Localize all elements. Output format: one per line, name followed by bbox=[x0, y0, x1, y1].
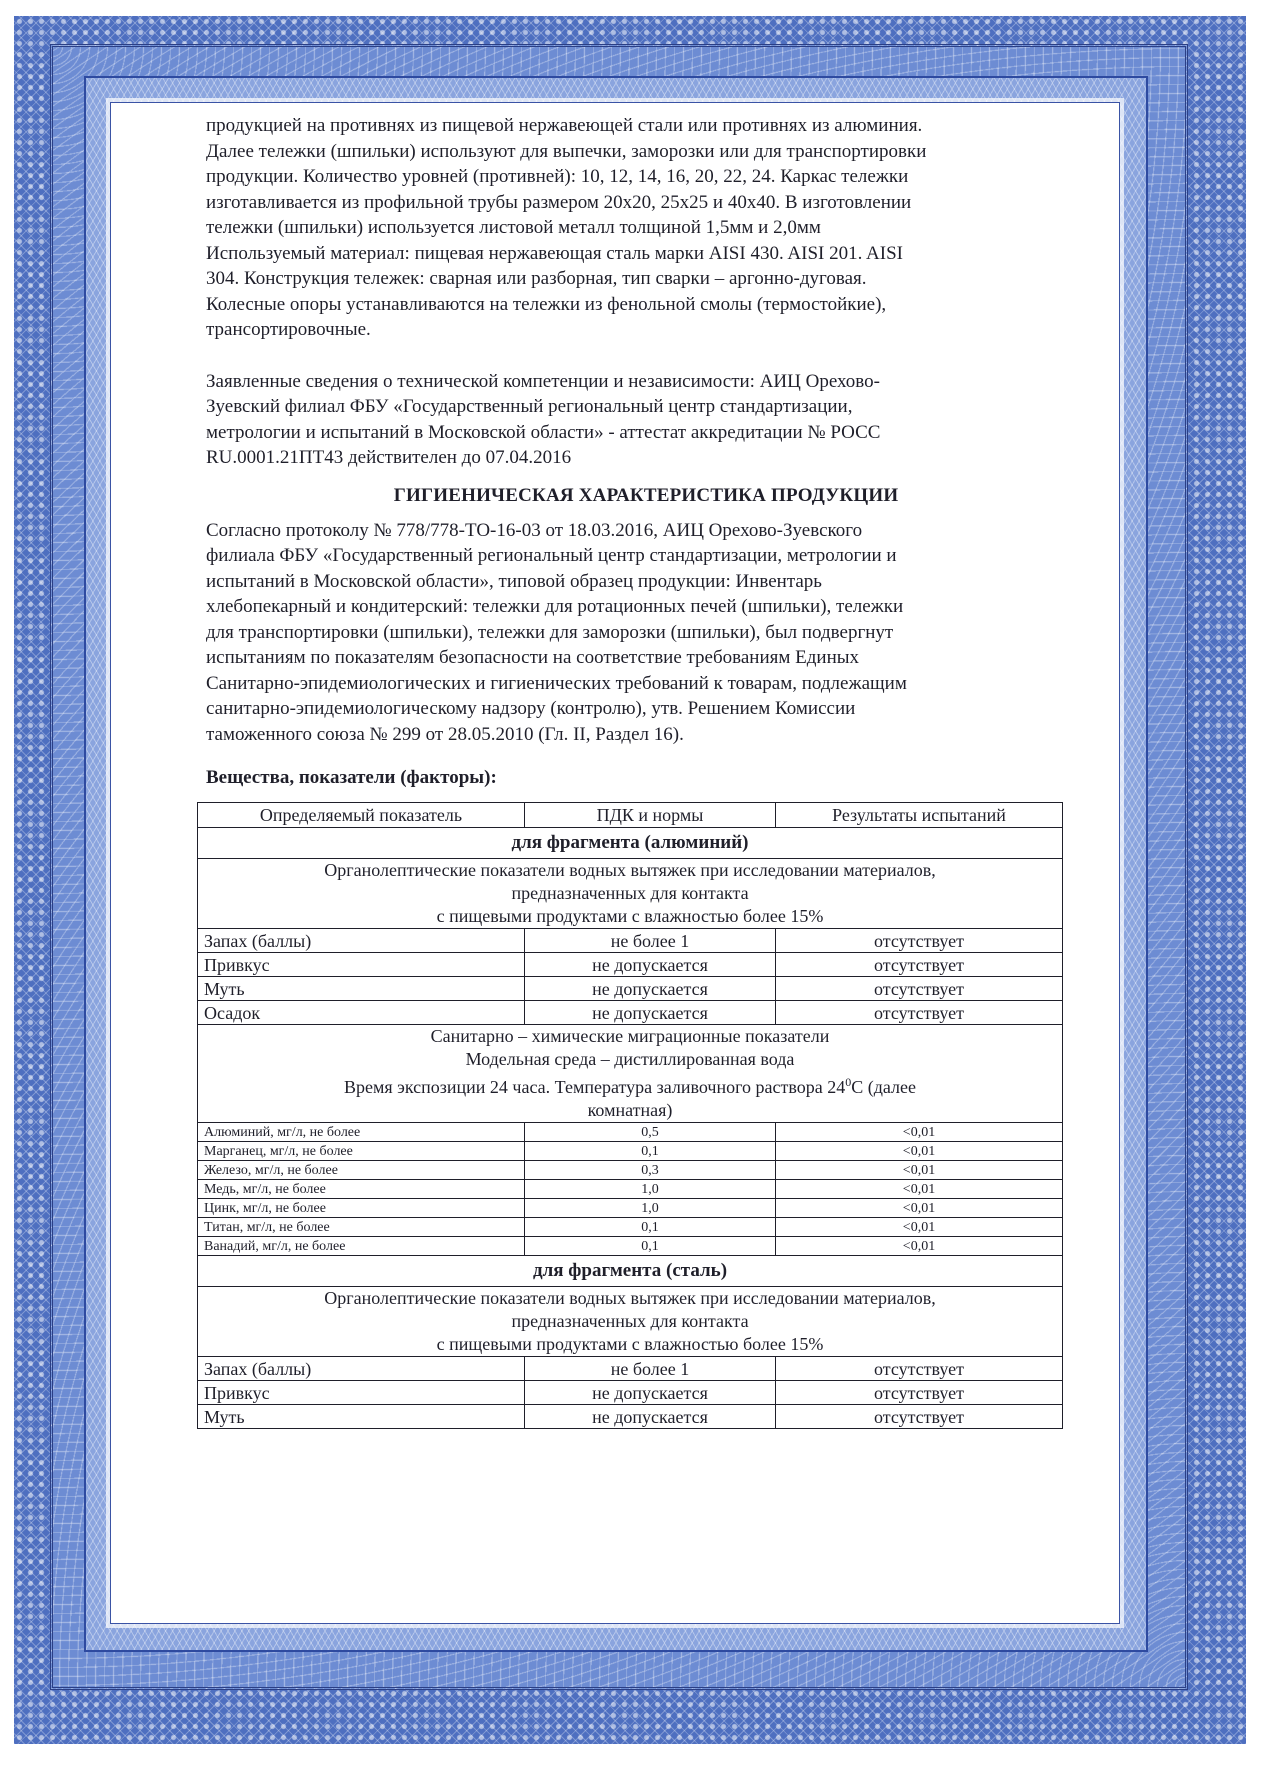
text-line: изготавливается из профильной трубы размером 20х20, 25х25 и 40х40. В изготовлении bbox=[206, 191, 912, 213]
table-row bbox=[198, 1199, 1063, 1218]
result-cell: отсутствует bbox=[776, 953, 1063, 977]
header-cell: Результаты испытаний bbox=[776, 803, 1063, 828]
indicator-cell: Железо, мг/л, не более bbox=[198, 1161, 525, 1180]
norm-cell: не более 1 bbox=[525, 929, 776, 953]
text-line: RU.0001.21ПТ43 действителен до 07.04.2016 bbox=[206, 447, 572, 468]
group-cell bbox=[198, 1287, 1063, 1357]
intro-paragraph bbox=[206, 113, 1086, 343]
table-row bbox=[198, 1381, 1063, 1405]
norm-cell: 1,0 bbox=[525, 1180, 776, 1199]
table-row bbox=[198, 1237, 1063, 1256]
header-cell: ПДК и нормы bbox=[525, 803, 776, 828]
group-line bbox=[204, 1071, 1056, 1099]
text-line: Используемый материал: пищевая нержавеющая сталь марки AISI 430. AISI 201. AISI bbox=[206, 242, 903, 264]
norm-cell: не допускается bbox=[525, 977, 776, 1001]
indicator-cell: Ванадий, мг/л, не более bbox=[198, 1237, 525, 1256]
text-line: Колесные опоры устанавливаются на тележки из фенольной смолы (термостойкие), bbox=[206, 293, 887, 315]
result-cell: <0,01 bbox=[776, 1142, 1063, 1161]
group-line: предназначенных для контакта bbox=[511, 883, 749, 903]
indicator-cell: Алюминий, мг/л, не более bbox=[198, 1123, 525, 1142]
section-title-cell: для фрагмента (алюминий) bbox=[198, 828, 1063, 859]
header-cell: Определяемый показатель bbox=[198, 803, 525, 828]
indicator-cell: Запах (баллы) bbox=[198, 1357, 525, 1381]
text-line: санитарно-эпидемиологическому надзору (контролю), утв. Решением Комиссии bbox=[206, 698, 856, 719]
text-line: метрологии и испытаний в Московской области» - аттестат аккредитации № РОСС bbox=[206, 421, 881, 443]
result-cell: <0,01 bbox=[776, 1123, 1063, 1142]
text-line: тележки (шпильки) используется листовой металл толщиной 1,5мм и 2,0мм bbox=[206, 217, 821, 238]
test-results-table bbox=[197, 802, 1063, 1429]
spacer bbox=[206, 343, 1086, 369]
group-cell bbox=[198, 859, 1063, 929]
group-row-organoleptic bbox=[198, 859, 1063, 929]
table-row bbox=[198, 1180, 1063, 1199]
result-cell: <0,01 bbox=[776, 1161, 1063, 1180]
result-cell: <0,01 bbox=[776, 1218, 1063, 1237]
result-cell: <0,01 bbox=[776, 1237, 1063, 1256]
norm-cell: не допускается bbox=[525, 1381, 776, 1405]
norm-cell: не допускается bbox=[525, 953, 776, 977]
result-cell: отсутствует bbox=[776, 977, 1063, 1001]
document-page bbox=[110, 102, 1120, 1624]
group-line: с пищевыми продуктами с влажностью более 15% bbox=[436, 906, 824, 926]
group-row-organoleptic bbox=[198, 1287, 1063, 1357]
table-row bbox=[198, 1405, 1063, 1429]
text-line: Санитарно-эпидемиологических и гигиенических требований к товарам, подлежащим bbox=[206, 672, 907, 694]
norm-cell: не допускается bbox=[525, 1001, 776, 1025]
norm-cell: 0,1 bbox=[525, 1218, 776, 1237]
norm-cell: 1,0 bbox=[525, 1199, 776, 1218]
protocol-paragraph bbox=[206, 518, 1086, 748]
text-line: Зуевский филиал ФБУ «Государственный региональный центр стандартизации, bbox=[206, 396, 853, 417]
group-row-migration bbox=[198, 1025, 1063, 1123]
table-row bbox=[198, 1123, 1063, 1142]
text-line: Согласно протоколу № 778/778-ТО-16-03 от 18.03.2016, АИЦ Орехово-Зуевского bbox=[206, 519, 863, 541]
indicator-cell: Привкус bbox=[198, 1381, 525, 1405]
text-line: Далее тележки (шпильки) используют для выпечки, заморозки или для транспортировки bbox=[206, 140, 927, 162]
group-line: Органолептические показатели водных вытяжек при исследовании материалов, bbox=[324, 1288, 936, 1308]
table-row bbox=[198, 977, 1063, 1001]
section-row-aluminium bbox=[198, 828, 1063, 859]
text-line: Заявленные сведения о технической компетенции и независимости: АИЦ Орехово- bbox=[206, 370, 880, 392]
document-body bbox=[206, 113, 1086, 1429]
indicator-cell: Медь, мг/л, не более bbox=[198, 1180, 525, 1199]
result-cell: <0,01 bbox=[776, 1180, 1063, 1199]
table-row bbox=[198, 1218, 1063, 1237]
text-line: таможенного союза № 299 от 28.05.2010 (Гл. II, Раздел 16). bbox=[206, 723, 684, 745]
indicator-cell: Запах (баллы) bbox=[198, 929, 525, 953]
group-line: Модельная среда – дистиллированная вода bbox=[465, 1049, 795, 1069]
norm-cell: 0,5 bbox=[525, 1123, 776, 1142]
indicator-cell: Титан, мг/л, не более bbox=[198, 1218, 525, 1237]
table-row bbox=[198, 1161, 1063, 1180]
table-row bbox=[198, 953, 1063, 977]
table-header-row bbox=[198, 803, 1063, 828]
norm-cell: 0,1 bbox=[525, 1237, 776, 1256]
text-line: испытаниям по показателям безопасности на соответствие требованиям Единых bbox=[206, 647, 860, 668]
table-row bbox=[198, 1142, 1063, 1161]
text-line: хлебопекарный и кондитерский: тележки для ротационных печей (шпильки), тележки bbox=[206, 596, 904, 617]
group-line: комнатная) bbox=[587, 1100, 673, 1120]
section-title-cell: для фрагмента (сталь) bbox=[198, 1256, 1063, 1287]
degree-superscript: 0 bbox=[845, 1075, 852, 1089]
text-line: трансортировочные. bbox=[206, 319, 371, 340]
group-line: предназначенных для контакта bbox=[511, 1311, 749, 1331]
indicator-cell: Марганец, мг/л, не более bbox=[198, 1142, 525, 1161]
norm-cell: 0,1 bbox=[525, 1142, 776, 1161]
competence-paragraph bbox=[206, 369, 1086, 471]
group-line: Органолептические показатели водных вытяжек при исследовании материалов, bbox=[324, 860, 936, 880]
result-cell: отсутствует bbox=[776, 1381, 1063, 1405]
group-cell bbox=[198, 1025, 1063, 1123]
indicator-cell: Цинк, мг/л, не более bbox=[198, 1199, 525, 1218]
text-line: испытаний в Московской области», типовой образец продукции: Инвентарь bbox=[206, 570, 822, 592]
text-line: для транспортировки (шпильки), тележки для заморозки (шпильки), был подвергнут bbox=[206, 621, 894, 643]
table-row bbox=[198, 1001, 1063, 1025]
norm-cell: не более 1 bbox=[525, 1357, 776, 1381]
result-cell: отсутствует bbox=[776, 1001, 1063, 1025]
text-line: продукции. Количество уровней (противней): 10, 12, 14, 16, 20, 22, 24. Каркас тележки bbox=[206, 166, 909, 187]
group-line-text: Время экспозиции 24 часа. Температура заливочного раствора 24 bbox=[343, 1077, 846, 1097]
norm-cell: 0,3 bbox=[525, 1161, 776, 1180]
indicator-cell: Осадок bbox=[198, 1001, 525, 1025]
result-cell: отсутствует bbox=[776, 1405, 1063, 1429]
section-title: ГИГИЕНИЧЕСКАЯ ХАРАКТЕРИСТИКА ПРОДУКЦИИ bbox=[393, 484, 899, 506]
indicator-cell: Муть bbox=[198, 977, 525, 1001]
group-line: с пищевыми продуктами с влажностью более 15% bbox=[436, 1334, 824, 1354]
table-row bbox=[198, 1357, 1063, 1381]
result-cell: отсутствует bbox=[776, 929, 1063, 953]
result-cell: <0,01 bbox=[776, 1199, 1063, 1218]
indicator-cell: Привкус bbox=[198, 953, 525, 977]
group-line-text: С (далее bbox=[851, 1077, 917, 1097]
substances-heading: Вещества, показатели (факторы): bbox=[206, 767, 497, 788]
result-cell: отсутствует bbox=[776, 1357, 1063, 1381]
table-row bbox=[198, 929, 1063, 953]
norm-cell: не допускается bbox=[525, 1405, 776, 1429]
group-line: Санитарно – химические миграционные показатели bbox=[430, 1026, 830, 1046]
text-line: 304. Конструкция тележек: сварная или разборная, тип сварки – аргонно-дуговая. bbox=[206, 268, 867, 289]
indicator-cell: Муть bbox=[198, 1405, 525, 1429]
section-row-steel bbox=[198, 1256, 1063, 1287]
text-line: продукцией на противнях из пищевой нержавеющей стали или противнях из алюминия. bbox=[206, 115, 923, 136]
text-line: филиала ФБУ «Государственный региональный центр стандартизации, метрологии и bbox=[206, 545, 897, 566]
